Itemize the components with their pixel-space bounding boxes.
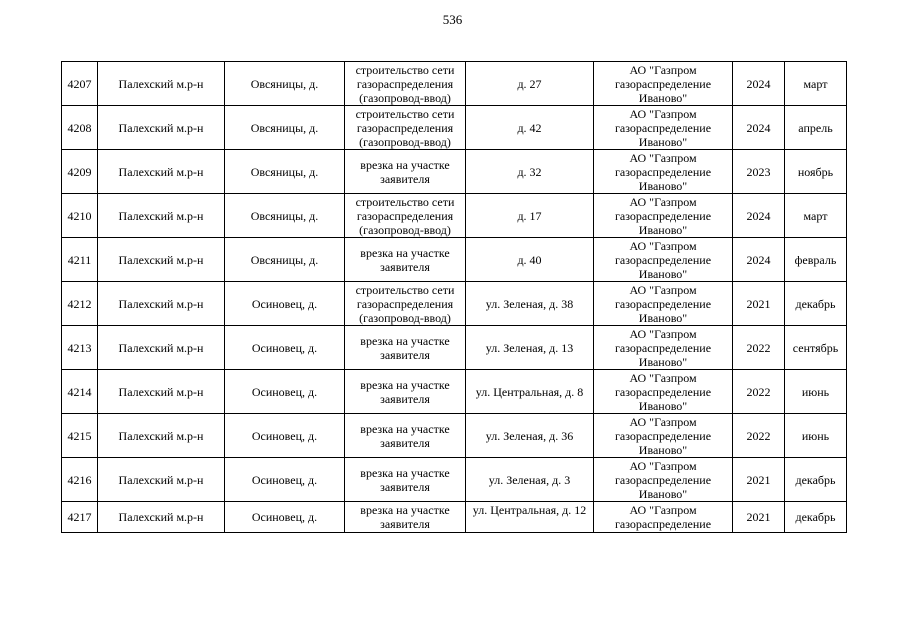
organization-cell: АО "Газпром газораспределение Иваново" [594, 106, 733, 150]
year-cell: 2024 [733, 194, 785, 238]
address-cell: д. 17 [466, 194, 594, 238]
district-cell: Палехский м.р-н [98, 370, 225, 414]
work-type-cell: строительство сети газораспределения (газопровод-ввод) [345, 282, 466, 326]
row-number-cell: 4211 [62, 238, 98, 282]
row-number-cell: 4215 [62, 414, 98, 458]
table-row [62, 282, 847, 326]
organization-cell: АО "Газпром газораспределение Иваново" [594, 326, 733, 370]
district-cell: Палехский м.р-н [98, 458, 225, 502]
row-number-cell: 4214 [62, 370, 98, 414]
year-cell: 2021 [733, 458, 785, 502]
year-cell: 2022 [733, 370, 785, 414]
month-cell: февраль [785, 238, 847, 282]
address-cell: ул. Зеленая, д. 38 [466, 282, 594, 326]
row-number-cell: 4212 [62, 282, 98, 326]
month-cell: декабрь [785, 502, 847, 533]
table-row [62, 502, 847, 533]
month-cell: декабрь [785, 282, 847, 326]
organization-cell: АО "Газпром газораспределение Иваново" [594, 150, 733, 194]
month-cell: март [785, 194, 847, 238]
table-row [62, 106, 847, 150]
organization-cell: АО "Газпром газораспределение Иваново" [594, 370, 733, 414]
address-cell: ул. Зеленая, д. 36 [466, 414, 594, 458]
work-type-cell: строительство сети газораспределения (газопровод-ввод) [345, 106, 466, 150]
settlement-cell: Осиновец, д. [225, 282, 345, 326]
settlement-cell: Осиновец, д. [225, 414, 345, 458]
district-cell: Палехский м.р-н [98, 150, 225, 194]
address-cell: д. 27 [466, 62, 594, 106]
district-cell: Палехский м.р-н [98, 62, 225, 106]
month-cell: сентябрь [785, 326, 847, 370]
organization-cell: АО "Газпром газораспределение Иваново" [594, 194, 733, 238]
row-number-cell: 4208 [62, 106, 98, 150]
work-type-cell: врезка на участке заявителя [345, 414, 466, 458]
month-cell: ноябрь [785, 150, 847, 194]
row-number-cell: 4207 [62, 62, 98, 106]
district-cell: Палехский м.р-н [98, 414, 225, 458]
settlement-cell: Овсяницы, д. [225, 150, 345, 194]
settlement-cell: Овсяницы, д. [225, 106, 345, 150]
row-number-cell: 4216 [62, 458, 98, 502]
table-row [62, 414, 847, 458]
organization-cell: АО "Газпром газораспределение [594, 502, 733, 533]
table-row [62, 194, 847, 238]
year-cell: 2024 [733, 238, 785, 282]
year-cell: 2021 [733, 282, 785, 326]
address-cell: ул. Центральная, д. 12 [466, 502, 594, 533]
table-row [62, 458, 847, 502]
row-number-cell: 4209 [62, 150, 98, 194]
settlement-cell: Осиновец, д. [225, 326, 345, 370]
work-type-cell: врезка на участке заявителя [345, 326, 466, 370]
row-number-cell: 4210 [62, 194, 98, 238]
work-type-cell: врезка на участке заявителя [345, 370, 466, 414]
table-row [62, 370, 847, 414]
organization-cell: АО "Газпром газораспределение Иваново" [594, 458, 733, 502]
district-cell: Палехский м.р-н [98, 106, 225, 150]
district-cell: Палехский м.р-н [98, 502, 225, 533]
row-number-cell: 4213 [62, 326, 98, 370]
settlement-cell: Овсяницы, д. [225, 194, 345, 238]
table-row [62, 150, 847, 194]
district-cell: Палехский м.р-н [98, 282, 225, 326]
work-type-cell: строительство сети газораспределения (газопровод-ввод) [345, 62, 466, 106]
organization-cell: АО "Газпром газораспределение Иваново" [594, 282, 733, 326]
settlement-cell: Овсяницы, д. [225, 62, 345, 106]
work-type-cell: врезка на участке заявителя [345, 502, 466, 533]
settlement-cell: Осиновец, д. [225, 458, 345, 502]
address-cell: д. 40 [466, 238, 594, 282]
settlement-cell: Овсяницы, д. [225, 238, 345, 282]
organization-cell: АО "Газпром газораспределение Иваново" [594, 62, 733, 106]
address-cell: ул. Зеленая, д. 13 [466, 326, 594, 370]
table-row [62, 62, 847, 106]
month-cell: март [785, 62, 847, 106]
table-row [62, 326, 847, 370]
settlement-cell: Осиновец, д. [225, 370, 345, 414]
work-type-cell: врезка на участке заявителя [345, 238, 466, 282]
year-cell: 2021 [733, 502, 785, 533]
district-cell: Палехский м.р-н [98, 238, 225, 282]
year-cell: 2022 [733, 414, 785, 458]
month-cell: декабрь [785, 458, 847, 502]
gas-connection-table [61, 61, 847, 533]
table-row [62, 238, 847, 282]
address-cell: д. 32 [466, 150, 594, 194]
address-cell: д. 42 [466, 106, 594, 150]
district-cell: Палехский м.р-н [98, 326, 225, 370]
organization-cell: АО "Газпром газораспределение Иваново" [594, 414, 733, 458]
work-type-cell: врезка на участке заявителя [345, 458, 466, 502]
address-cell: ул. Центральная, д. 8 [466, 370, 594, 414]
district-cell: Палехский м.р-н [98, 194, 225, 238]
address-cell: ул. Зеленая, д. 3 [466, 458, 594, 502]
row-number-cell: 4217 [62, 502, 98, 533]
settlement-cell: Осиновец, д. [225, 502, 345, 533]
page-number: 536 [442, 12, 463, 27]
year-cell: 2024 [733, 62, 785, 106]
year-cell: 2024 [733, 106, 785, 150]
month-cell: апрель [785, 106, 847, 150]
year-cell: 2023 [733, 150, 785, 194]
month-cell: июнь [785, 370, 847, 414]
work-type-cell: строительство сети газораспределения (газопровод-ввод) [345, 194, 466, 238]
work-type-cell: врезка на участке заявителя [345, 150, 466, 194]
year-cell: 2022 [733, 326, 785, 370]
month-cell: июнь [785, 414, 847, 458]
organization-cell: АО "Газпром газораспределение Иваново" [594, 238, 733, 282]
